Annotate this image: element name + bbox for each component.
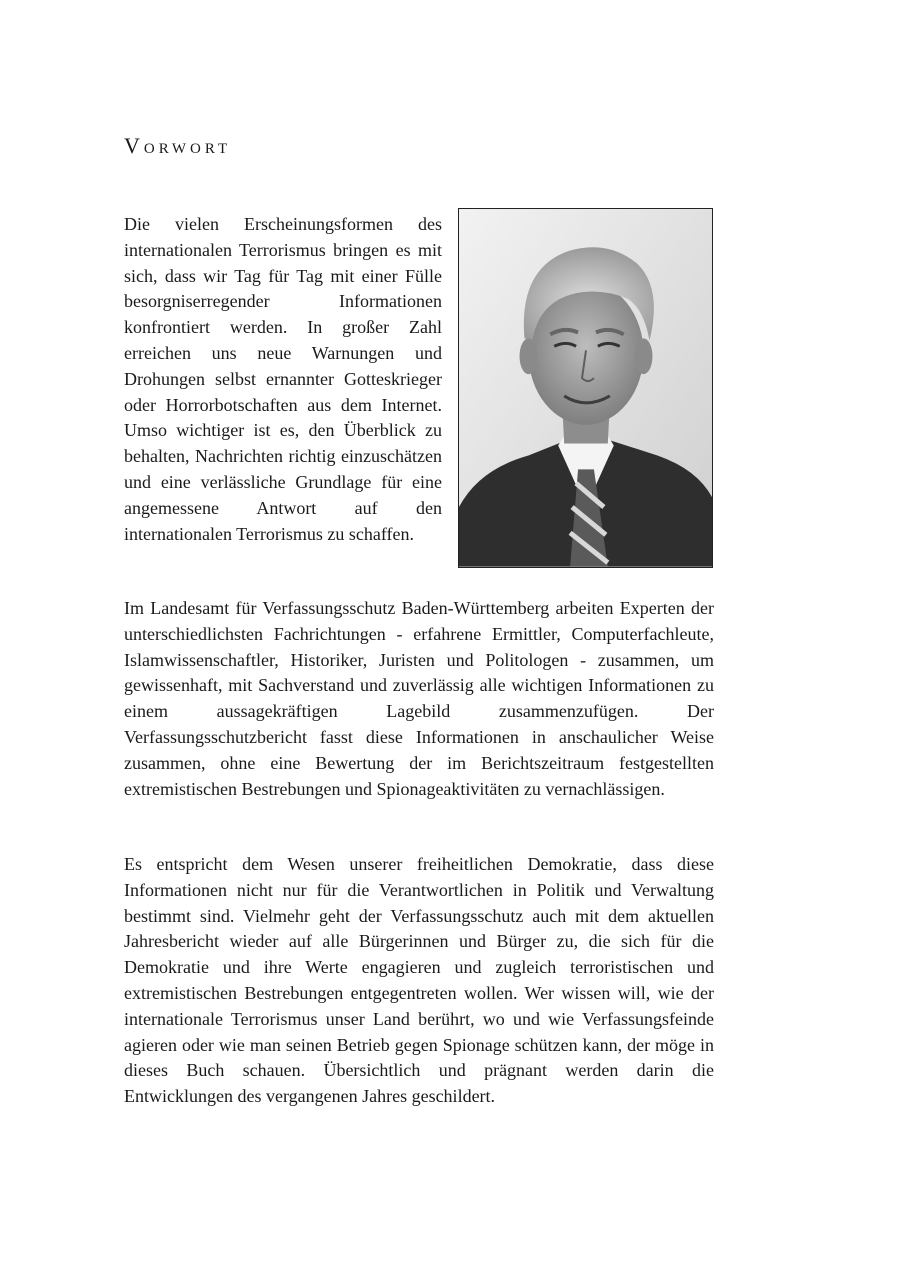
portrait-photo: [458, 208, 713, 568]
body-paragraph-2: Im Landesamt für Verfassungsschutz Baden-Württemberg arbeiten Experten der unterschiedlichsten Fachrichtungen - erfahrene Ermittler, Computerfachleute, Islamwissenschaftler, Historiker, Juristen und Politologen - zusammen, um gewissenhaft, mit Sachverstand und zuverlässig alle wichtigen Informationen zu einem aussagekräftigen Lagebild zusammenzufügen. Der Verfassungsschutzbericht fasst diese Informationen in anschaulicher Weise zusammen, ohne eine Bewertung der im Berichtszeitraum festgestellten extremistischen Bestrebungen und Spionageaktivitäten zu vernachlässigen.: [124, 598, 714, 799]
portrait-illustration: [459, 209, 712, 567]
page-title: Vorwort: [124, 133, 232, 158]
body-paragraph-3: Es entspricht dem Wesen unserer freiheitlichen Demokratie, dass diese Informationen nicht nur für die Verantwortlichen in Politik und Verwaltung bestimmt sind. Vielmehr geht der Verfassungsschutz auch mit dem aktuellen Jahresbericht wieder auf alle Bürgerinnen und Bürger zu, die sich für die Demokratie und ihre Werte engagieren und zugleich terroristischen und extremistischen Bestrebungen entgegentreten wollen. Wer wissen will, wie der internationale Terrorismus unser Land berührt, wo und wie Verfassungsfeinde agieren oder wie man seinen Betrieb gegen Spionage schützen kann, der möge in dieses Buch schauen. Übersichtlich und prägnant werden darin die Entwicklungen des vergangenen Jahres geschildert.: [124, 854, 714, 1107]
intro-paragraph: Die vielen Erscheinungsformen des internationalen Terrorismus bringen es mit sich, dass wir Tag für Tag mit einer Fülle besorgniserregender Informationen konfrontiert werden. In großer Zahl erreichen uns neue Warnungen und Drohungen selbst ernannter Gotteskrieger oder Horrorbotschaften aus dem Internet. Umso wichtiger ist es, den Überblick zu behalten, Nachrichten richtig einzuschätzen und eine verlässliche Grundlage für eine angemessene Antwort auf den internationalen Terrorismus zu schaffen.: [124, 214, 442, 544]
